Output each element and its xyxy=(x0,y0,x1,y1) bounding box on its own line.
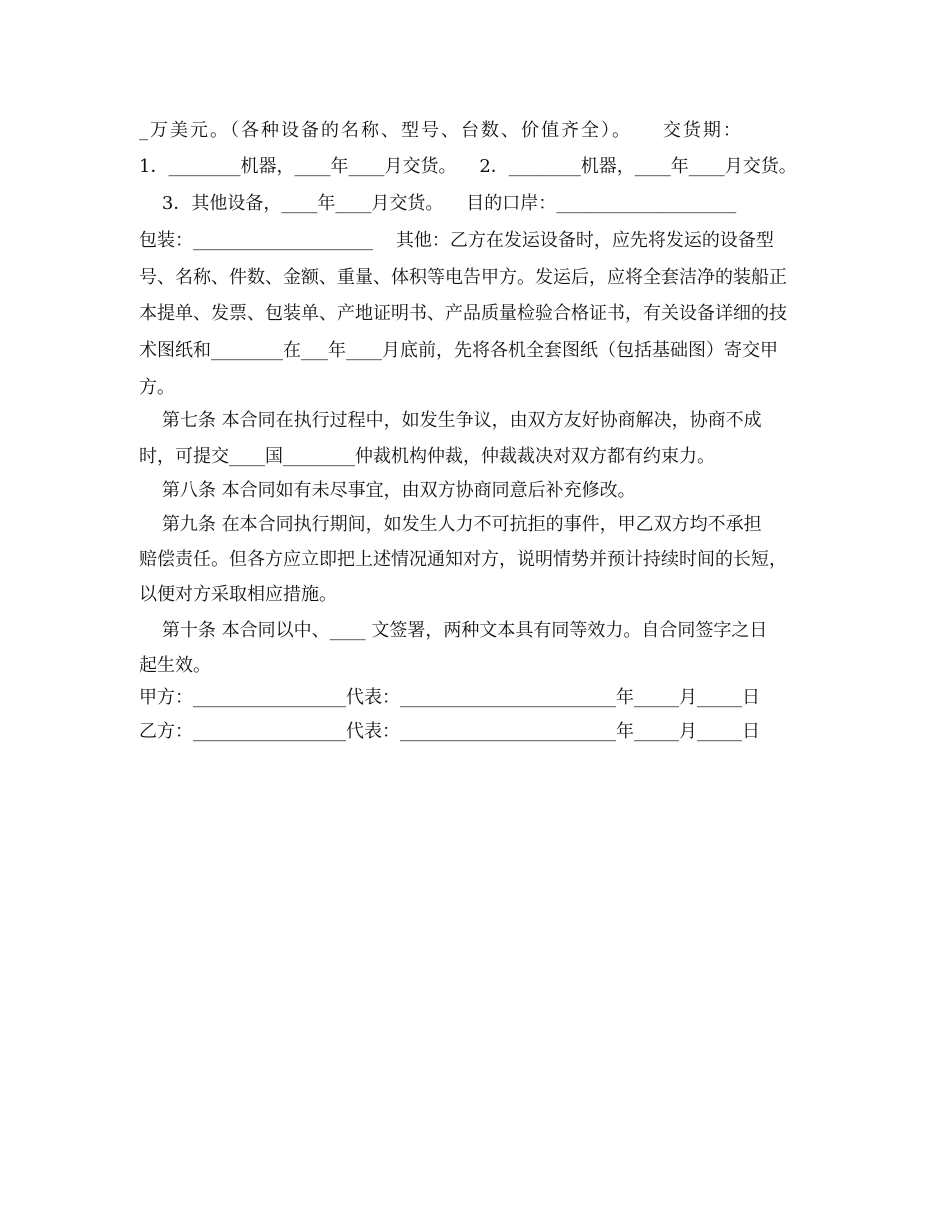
text-line-5: 号、名称、件数、金额、重量、体积等电告甲方。发运后，应将全套洁净的装船正 xyxy=(139,267,787,288)
article-7-line-1: 第七条 本合同在执行过程中，如发生争议，由双方友好协商解决，协商不成 xyxy=(139,410,762,431)
text-line-1: _万美元。（各种设备的名称、型号、台数、价值齐全）。 交货期： xyxy=(139,120,743,141)
article-7-line-2: 时，可提交____国________仲裁机构仲裁，仲裁裁决对双方都有约束力。 xyxy=(139,446,715,467)
article-10-line-2: 起生效。 xyxy=(139,655,211,676)
text-line-4: 包装：____________________ 其他：乙方在发运设备时，应先将发运的设备型 xyxy=(139,230,774,251)
article-10-line-1: 第十条 本合同以中、____ 文签署，两种文本具有同等效力。自合同签字之日 xyxy=(139,620,768,641)
text-line-6: 本提单、发票、包装单、产地证明书、产品质量检验合格证书，有关设备详细的技 xyxy=(139,303,787,324)
party-b-signature-line: 乙方：_________________代表：________________________年_____月_____日 xyxy=(139,721,760,742)
party-a-signature-line: 甲方：_________________代表：________________________年_____月_____日 xyxy=(139,687,760,708)
article-8-line-1: 第八条 本合同如有未尽事宜，由双方协商同意后补充修改。 xyxy=(139,480,636,501)
text-line-7: 术图纸和________在___年____月底前，先将各机全套图纸（包括基础图）寄交甲 xyxy=(139,340,778,361)
text-line-2: 1．________机器，____年____月交货。 2．________机器，____年____月交货。 xyxy=(139,156,797,177)
article-9-line-1: 第九条 在本合同执行期间，如发生人力不可抗拒的事件，甲乙双方均不承担 xyxy=(139,514,762,535)
text-line-8: 方。 xyxy=(139,377,175,398)
article-9-line-3: 以便对方采取相应措施。 xyxy=(139,584,337,605)
text-line-3: 3．其他设备，____年____月交货。 目的口岸：____________________ xyxy=(139,193,737,214)
article-9-line-2: 赔偿责任。但各方应立即把上述情况通知对方，说明情势并预计持续时间的长短， xyxy=(139,549,787,570)
